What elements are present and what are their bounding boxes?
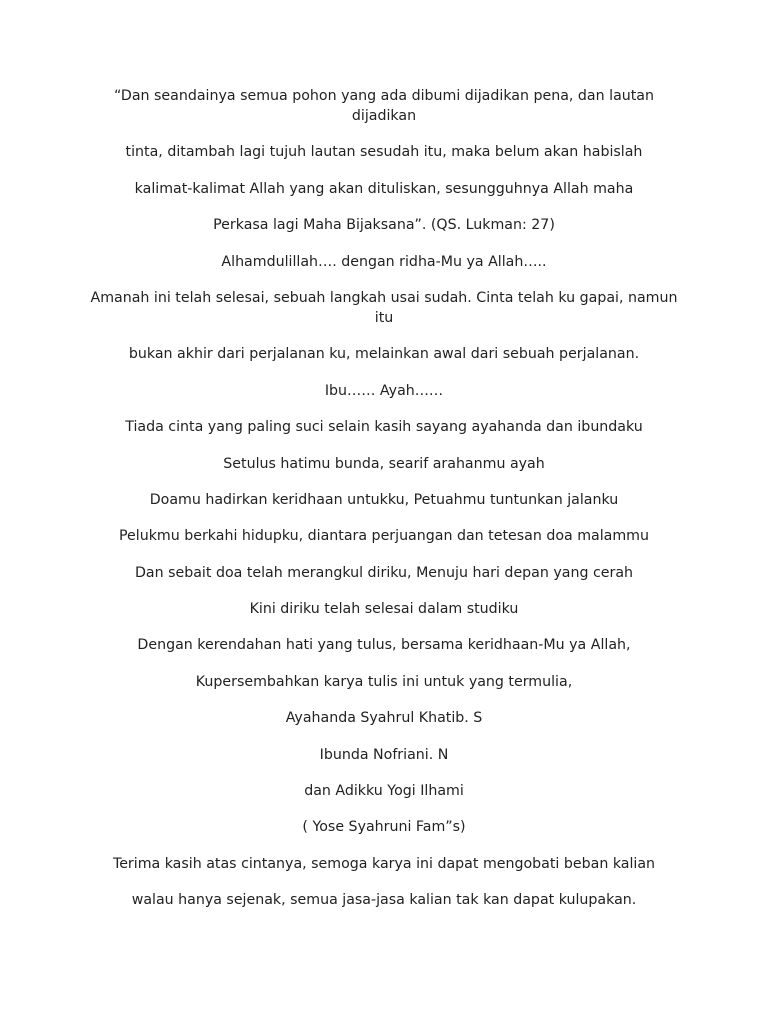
poem-line-6: Dan sebait doa telah merangkul diriku, Menuju hari depan yang cerah [134, 564, 634, 581]
dedication-name-mother: Ibunda Nofriani. N [319, 746, 449, 763]
poem-line-5: Pelukmu berkahi hidupku, diantara perjuangan dan tetesan doa malammu [118, 528, 649, 545]
quote-line-2: tinta, ditambah lagi tujuh lautan sesudah itu, maka belum akan habislah [125, 144, 643, 161]
paragraph-line-2: bukan akhir dari perjalanan ku, melainkan awal dari sebuah perjalanan. [128, 346, 640, 363]
poem-line-1: Ibu…… Ayah…… [324, 382, 444, 399]
quote-line-4: Perkasa lagi Maha Bijaksana”. (QS. Lukman: 27) [213, 217, 555, 234]
quote-line-3: kalimat-kalimat Allah yang akan dituliskan, sesungguhnya Allah maha [134, 180, 634, 197]
dedication-family: ( Yose Syahruni Fam”s) [302, 819, 466, 836]
paragraph-line-1: Amanah ini telah selesai, sebuah langkah usai sudah. Cinta telah ku gapai, namun itu [90, 289, 678, 326]
dedication-name-sibling: dan Adikku Yogi Ilhami [304, 783, 464, 800]
dedication-name-father: Ayahanda Syahrul Khatib. S [285, 710, 483, 727]
quote-line-1: “Dan seandainya semua pohon yang ada dibumi dijadikan pena, dan lautan dijadikan [114, 88, 654, 124]
poem-line-2: Tiada cinta yang paling suci selain kasih sayang ayahanda dan ibundaku [125, 419, 643, 436]
poem-line-4: Doamu hadirkan keridhaan untukku, Petuahmu tuntunkan jalanku [149, 491, 619, 508]
closing-line-2: walau hanya sejenak, semua jasa-jasa kalian tak kan dapat kulupakan. [131, 892, 637, 909]
dedication-text [90, 86, 678, 910]
closing-line-1: Terima kasih atas cintanya, semoga karya ini dapat mengobati beban kalian [112, 855, 656, 872]
gratitude-line: Alhamdulillah…. dengan ridha-Mu ya Allah….. [221, 253, 547, 270]
poem-line-7: Kini diriku telah selesai dalam studiku [249, 601, 519, 618]
dedication-line-2: Kupersembahkan karya tulis ini untuk yang termulia, [195, 673, 573, 690]
dedication-line-1: Dengan kerendahan hati yang tulus, bersama keridhaan-Mu ya Allah, [137, 637, 631, 654]
poem-line-3: Setulus hatimu bunda, searif arahanmu ayah [223, 455, 545, 472]
